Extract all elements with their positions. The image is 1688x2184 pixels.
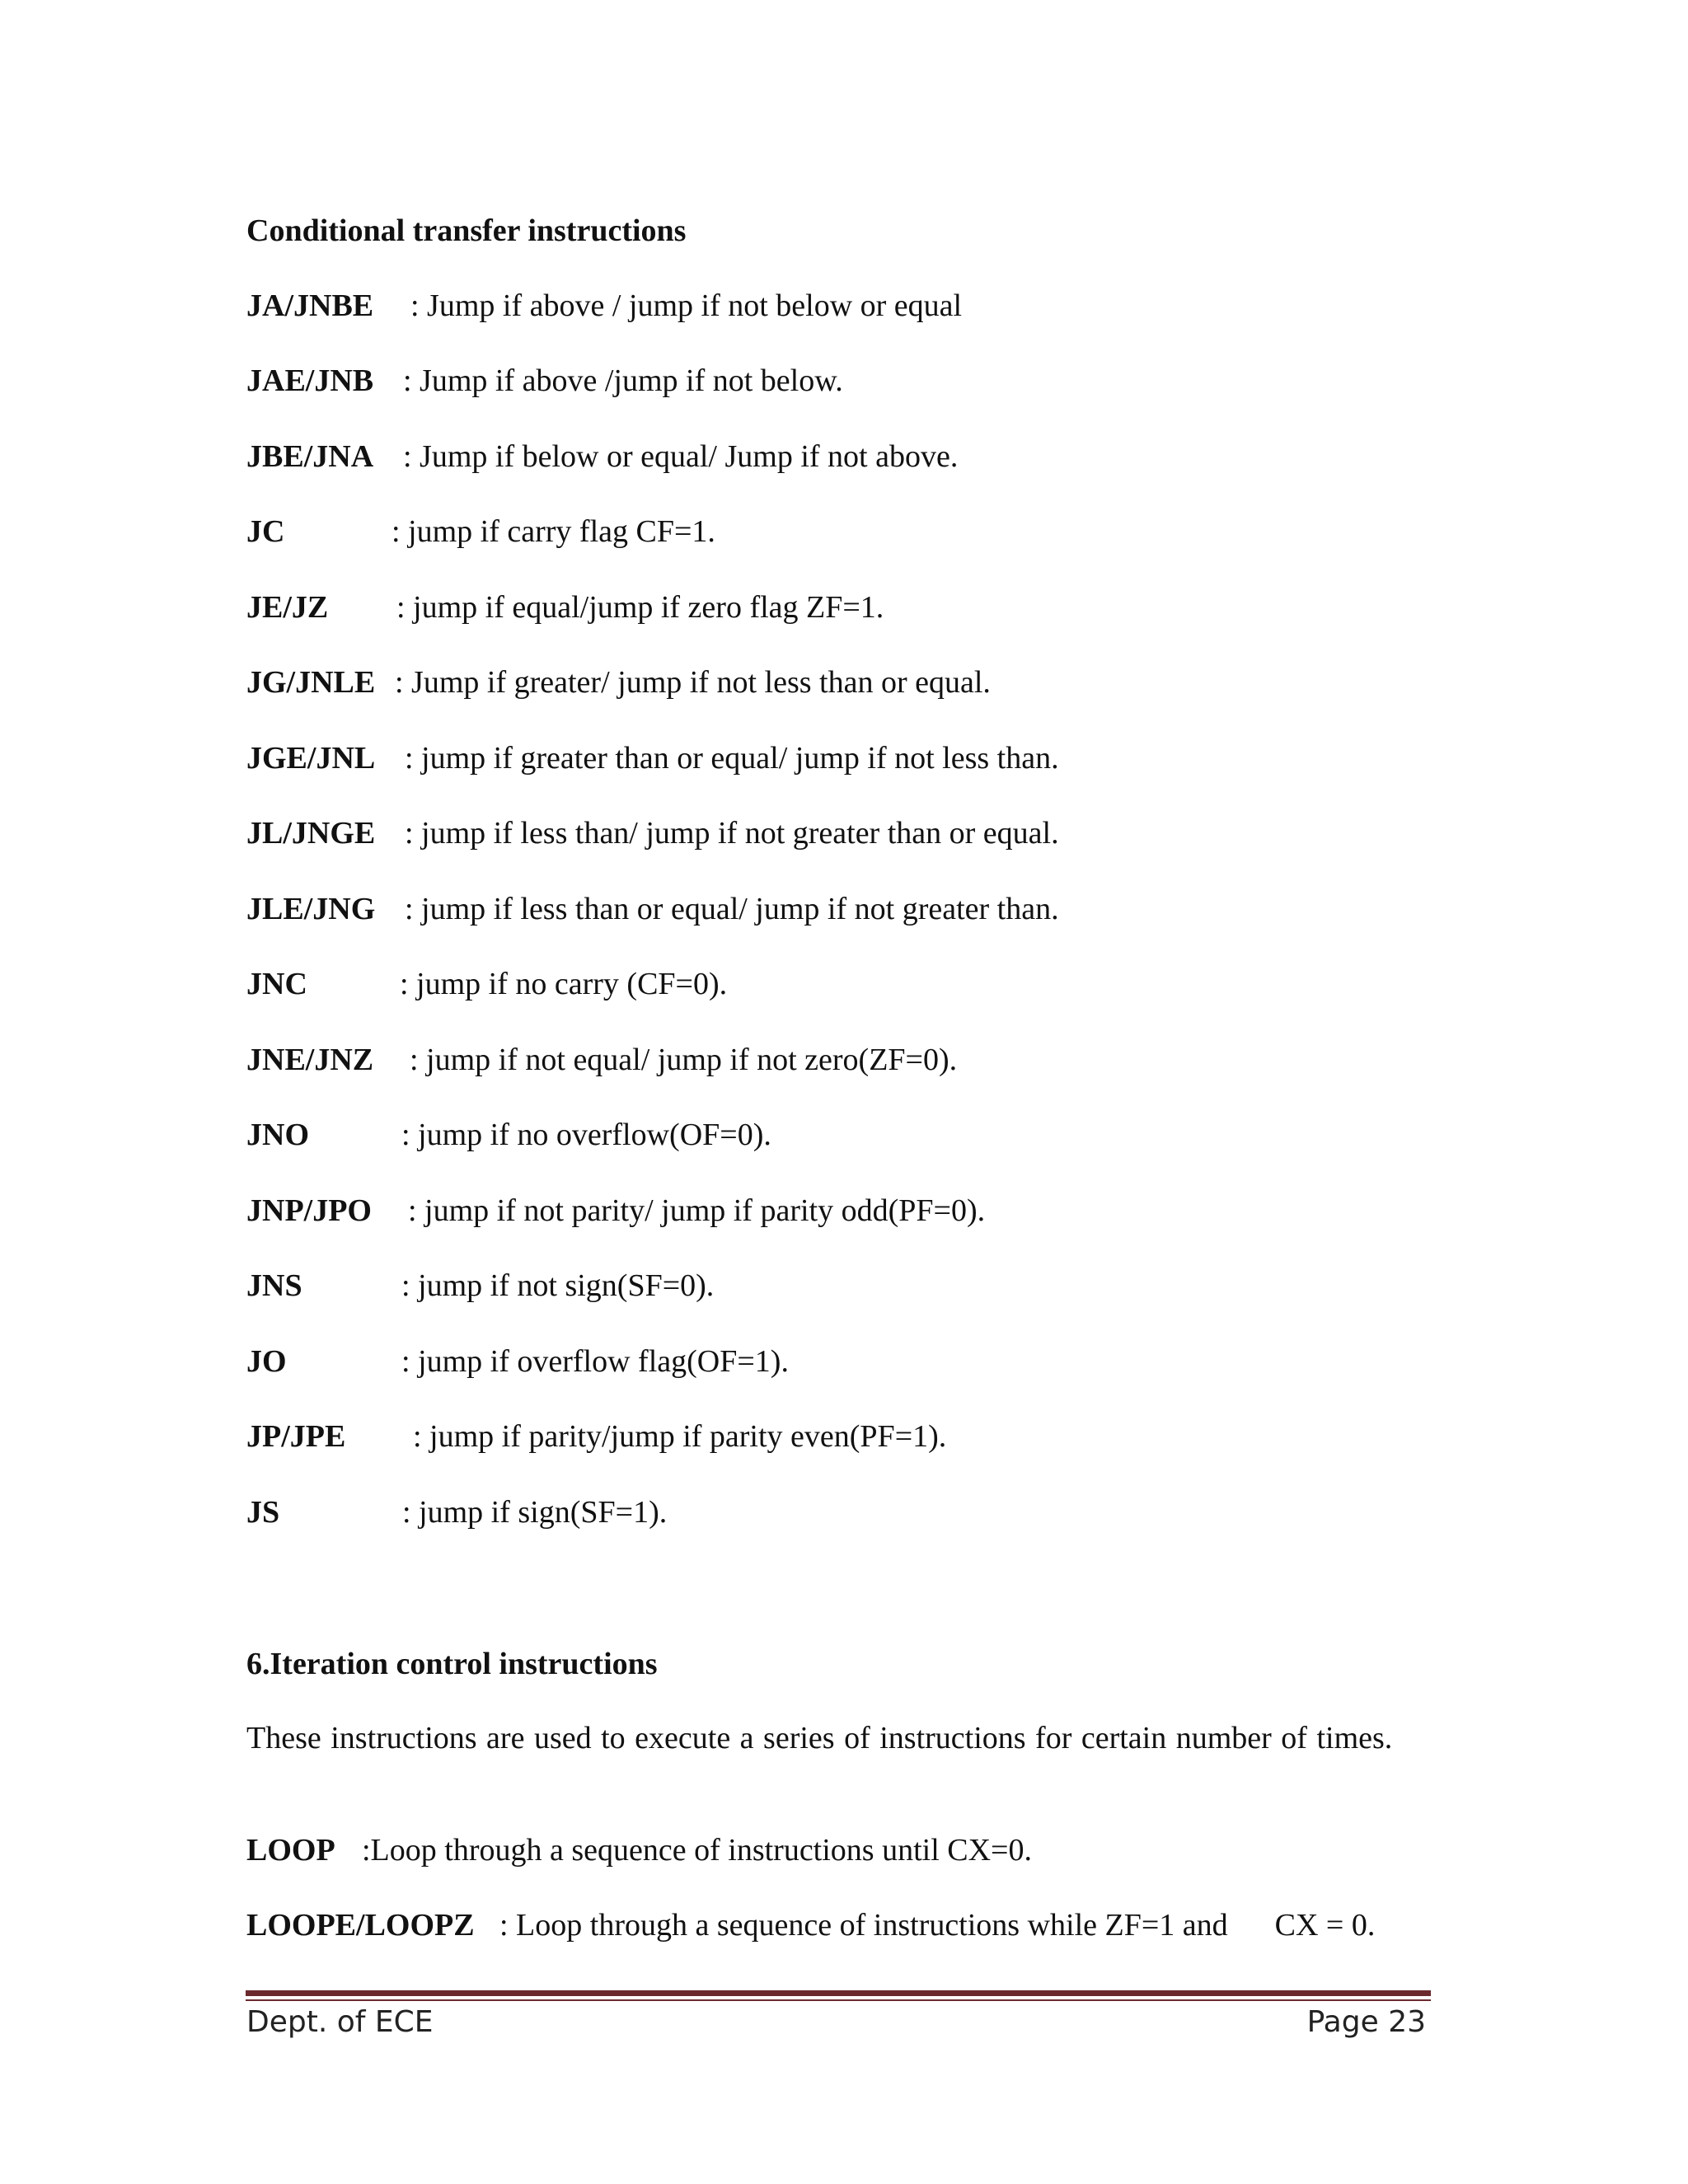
instruction-description: : jump if parity/jump if parity even(PF=1). [413, 1419, 947, 1454]
instruction-description: : jump if not sign(SF=0). [401, 1268, 715, 1303]
instruction-mnemonic: JAE/JNB [246, 363, 374, 398]
instruction-mnemonic: JGE/JNL [246, 741, 376, 776]
instruction-description: : jump if no overflow(OF=0). [401, 1118, 771, 1152]
instruction-mnemonic: LOOPE/LOOPZ [246, 1908, 475, 1943]
instruction-description: : jump if no carry (CF=0). [400, 967, 728, 1001]
instruction-mnemonic: JC [246, 514, 285, 549]
instruction-description: : jump if sign(SF=1). [402, 1495, 668, 1530]
instruction-mnemonic: JO [246, 1344, 287, 1379]
instruction-description: : jump if less than/ jump if not greater than or equal. [405, 816, 1059, 851]
instruction-description: : jump if equal/jump if zero flag ZF=1. [396, 590, 884, 625]
instruction-description: : Loop through a sequence of instructions while ZF=1 and CX = 0. [499, 1908, 1376, 1943]
footer-rule [246, 1990, 1431, 1996]
instruction-mnemonic: LOOP [246, 1833, 335, 1868]
instruction-mnemonic: JLE/JNG [246, 892, 376, 926]
instruction-mnemonic: JBE/JNA [246, 439, 374, 474]
instruction-mnemonic: JNO [246, 1118, 309, 1152]
footer-department: Dept. of ECE [246, 2005, 434, 2039]
section-heading-conditional: Conditional transfer instructions [246, 213, 687, 248]
instruction-mnemonic: JNS [246, 1268, 302, 1303]
instruction-description: :Loop through a sequence of instructions until CX=0. [362, 1833, 1032, 1868]
instruction-description: : jump if overflow flag(OF=1). [401, 1344, 789, 1379]
instruction-description: : jump if not parity/ jump if parity odd(PF=0). [408, 1193, 986, 1228]
instruction-mnemonic: JL/JNGE [246, 816, 376, 851]
instruction-description: : Jump if below or equal/ Jump if not above. [403, 439, 959, 474]
footer-page-number: Page 23 [1306, 2005, 1426, 2039]
instruction-mnemonic: JG/JNLE [246, 665, 376, 700]
instruction-mnemonic: JA/JNBE [246, 288, 374, 323]
section-heading-iteration: 6.Iteration control instructions [246, 1647, 658, 1681]
instruction-mnemonic: JS [246, 1495, 280, 1530]
instruction-description: : Jump if greater/ jump if not less than or equal. [395, 665, 991, 700]
instruction-mnemonic: JNE/JNZ [246, 1043, 374, 1077]
instruction-mnemonic: JNC [246, 967, 307, 1001]
instruction-description: : jump if greater than or equal/ jump if not less than. [405, 741, 1059, 776]
iteration-intro-paragraph: These instructions are used to execute a series of instructions for certain number of times. [246, 1721, 1393, 1755]
footer-rule-thin [246, 1999, 1431, 2001]
instruction-mnemonic: JE/JZ [246, 590, 329, 625]
instruction-mnemonic: JP/JPE [246, 1419, 346, 1454]
instruction-description: : jump if carry flag CF=1. [392, 514, 715, 549]
instruction-description: : jump if not equal/ jump if not zero(ZF=0). [410, 1043, 958, 1077]
instruction-description: : Jump if above / jump if not below or equal [410, 288, 963, 323]
instruction-description: : jump if less than or equal/ jump if not greater than. [405, 892, 1059, 926]
instruction-mnemonic: JNP/JPO [246, 1193, 372, 1228]
instruction-description: : Jump if above /jump if not below. [403, 363, 843, 398]
